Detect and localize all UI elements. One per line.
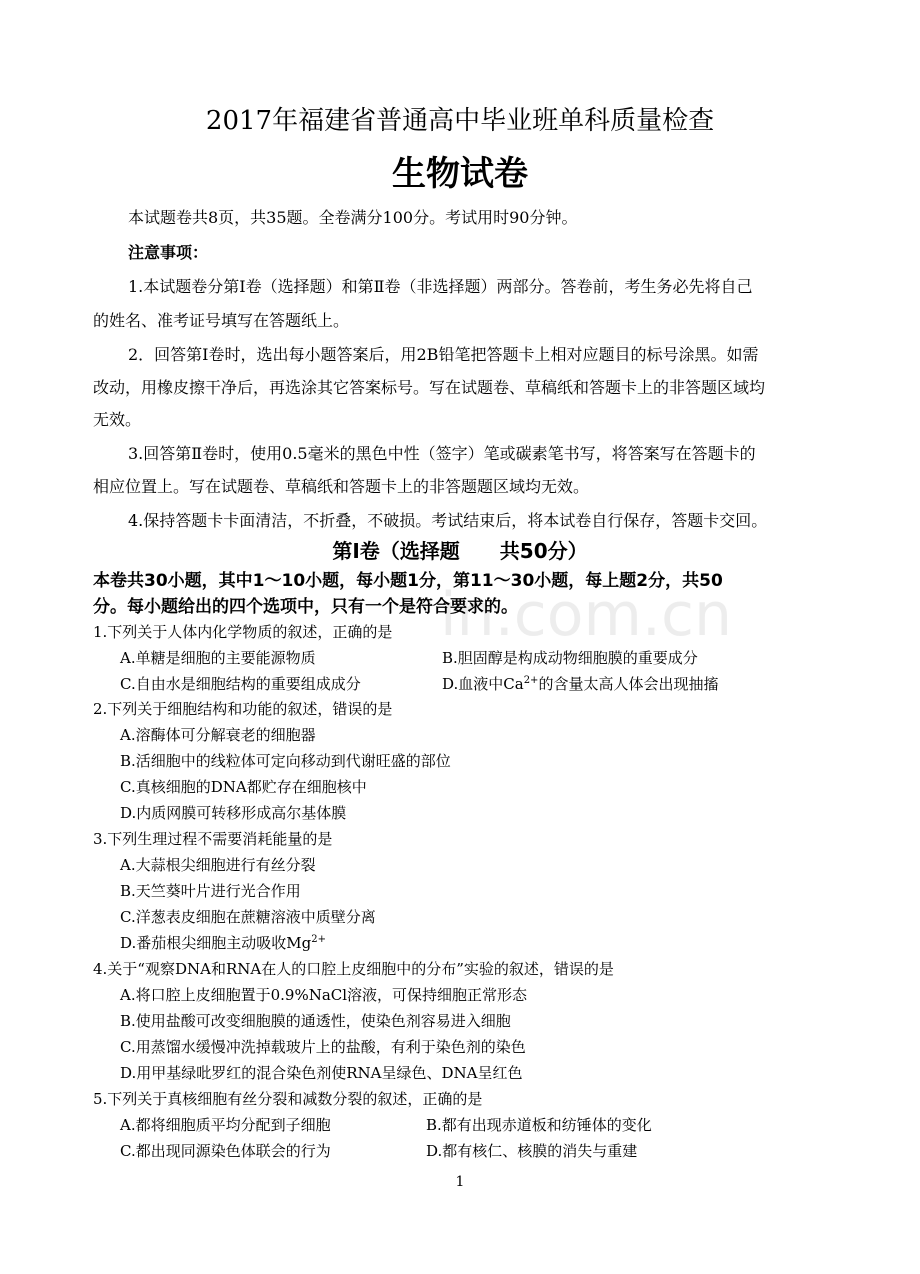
- option-a: A.将口腔上皮细胞置于0.9%NaCl溶液，可保持细胞正常形态: [120, 986, 528, 1004]
- option-c: C.真核细胞的DNA都贮存在细胞核中: [120, 778, 367, 796]
- option-d-text: D.血液中Ca: [442, 675, 524, 693]
- notice-item-2-cont2: 无效。: [93, 410, 142, 429]
- option-c: C.自由水是细胞结构的重要组成成分: [120, 675, 361, 693]
- exam-intro: 本试题卷共8页，共35题。全卷满分100分。考试用时90分钟。: [128, 208, 578, 227]
- notice-item-1: 1.本试题卷分第Ⅰ卷（选择题）和第Ⅱ卷（非选择题）两部分。答卷前，考生务必先将自己: [128, 277, 753, 296]
- notice-item-3: 3.回答第Ⅱ卷时，使用0.5毫米的黑色中性（签字）笔或碳素笔书写，将答案写在答题卡的: [128, 444, 756, 463]
- notice-item-2-cont: 改动，用橡皮擦干净后，再选涂其它答案标号。写在试题卷、草稿纸和答题卡上的非答题区域均: [93, 378, 766, 397]
- option-d: [442, 674, 718, 694]
- question-stem: 4.关于“观察DNA和RNA在人的口腔上皮细胞中的分布”实验的叙述，错误的是: [93, 960, 614, 978]
- option-d: D.内质网膜可转移形成高尔基体膜: [120, 804, 347, 822]
- section-desc-cont: 分。每小题给出的四个选项中，只有一个是符合要求的。: [93, 597, 518, 617]
- option-b: B.使用盐酸可改变细胞膜的通透性，使染色剂容易进入细胞: [120, 1012, 511, 1030]
- question-stem: 1.下列关于人体内化学物质的叙述，正确的是: [93, 623, 393, 641]
- option-a: A.溶酶体可分解衰老的细胞器: [120, 726, 316, 744]
- notice-item-1-cont: 的姓名、准考证号填写在答题纸上。: [93, 311, 350, 330]
- option-d-text-cont: 的含量太高人体会出现抽搐: [538, 675, 719, 693]
- notice-item-4: 4.保持答题卡卡面清洁，不折叠，不破损。考试结束后，将本试卷自行保存，答题卡交回。: [128, 511, 768, 530]
- page-number: 1: [455, 1174, 465, 1190]
- option-b: B.胆固醇是构成动物细胞膜的重要成分: [442, 649, 698, 667]
- question-stem: 2.下列关于细胞结构和功能的叙述，错误的是: [93, 700, 393, 718]
- notice-item-2: 2．回答第Ⅰ卷时，选出每小题答案后，用2B铅笔把答题卡上相对应题目的标号涂黑。如需: [128, 345, 759, 364]
- watermark: in.com.cn: [440, 580, 733, 650]
- notice-heading: 注意事项：: [128, 243, 209, 262]
- question-stem: 3.下列生理过程不需要消耗能量的是: [93, 830, 333, 848]
- option-c: C.都出现同源染色体联会的行为: [120, 1142, 331, 1160]
- option-d-text: D.番茄根尖细胞主动吸收Mg: [120, 934, 312, 952]
- exam-title: 2017年福建省普通高中毕业班单科质量检查: [205, 106, 715, 136]
- option-d: [120, 933, 326, 953]
- option-a: A.都将细胞质平均分配到子细胞: [120, 1116, 331, 1134]
- option-a: A.单糖是细胞的主要能源物质: [120, 649, 316, 667]
- option-b: B.天竺葵叶片进行光合作用: [120, 882, 301, 900]
- option-b: B.活细胞中的线粒体可定向移动到代谢旺盛的部位: [120, 752, 451, 770]
- option-d: D.都有核仁、核膜的消失与重建: [426, 1142, 638, 1160]
- option-a: A.大蒜根尖细胞进行有丝分裂: [120, 856, 316, 874]
- question-stem: 5.下列关于真核细胞有丝分裂和减数分裂的叙述，正确的是: [93, 1090, 483, 1108]
- section-title: 第Ⅰ卷（选择题 共50分）: [332, 539, 588, 563]
- option-c: C.洋葱表皮细胞在蔗糖溶液中质壁分离: [120, 908, 376, 926]
- option-d: D.用甲基绿吡罗红的混合染色剂使RNA呈绿色、DNA呈红色: [120, 1064, 523, 1082]
- notice-item-3-cont: 相应位置上。写在试题卷、草稿纸和答题卡上的非答题题区域均无效。: [93, 477, 590, 496]
- superscript: 2+: [311, 934, 326, 945]
- option-c: C.用蒸馏水缓慢冲洗掉载玻片上的盐酸，有利于染色剂的染色: [120, 1038, 526, 1056]
- section-desc: 本卷共30小题，其中1～10小题，每小题1分，第11～30小题，每上题2分，共50: [93, 571, 723, 591]
- option-b: B.都有出现赤道板和纺锤体的变化: [426, 1116, 652, 1134]
- superscript: 2+: [523, 675, 539, 686]
- exam-subtitle: 生物试卷: [392, 154, 528, 194]
